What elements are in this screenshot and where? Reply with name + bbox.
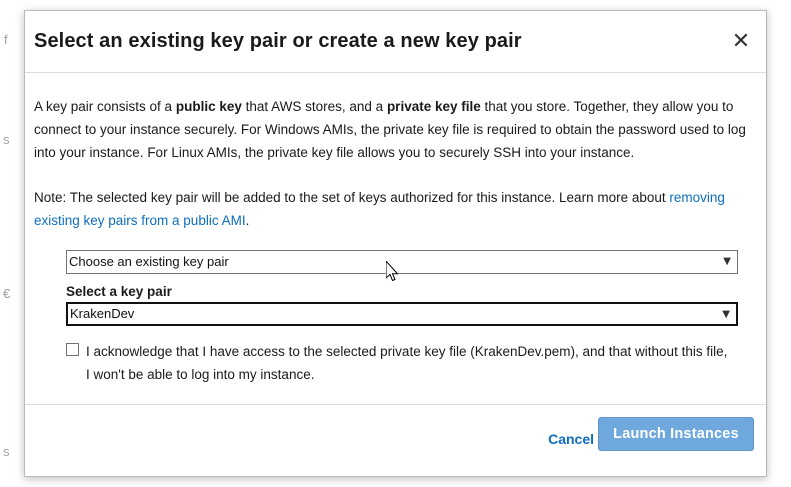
select-key-pair-label: Select a key pair <box>66 284 172 299</box>
dialog-body <box>25 95 766 386</box>
dialog-footer <box>25 404 766 476</box>
description-part-2: that AWS stores, and a <box>241 99 387 114</box>
key-pair-name-value: KrakenDev <box>70 306 135 321</box>
key-pair-dialog <box>24 10 767 477</box>
acknowledge-label: I acknowledge that I have access to the selected private key file (KrakenDev.pem), and that without this file, I won't be able to log into my instance. <box>86 344 728 382</box>
background-fragment: s <box>3 132 10 147</box>
key-pair-note <box>34 186 757 232</box>
key-pair-description <box>34 95 757 164</box>
close-icon[interactable]: ✕ <box>731 29 751 54</box>
dialog-title: Select an existing key pair or create a new key pair <box>34 30 522 52</box>
public-key-term: public key <box>175 99 242 114</box>
note-text: Note: The selected key pair will be added to the set of keys authorized for this instance. Learn more about <box>34 190 670 205</box>
acknowledge-checkbox[interactable] <box>66 343 79 356</box>
background-fragment: € <box>3 286 11 301</box>
chevron-down-icon: ▼ <box>722 309 730 320</box>
chevron-down-icon: ▼ <box>723 256 731 267</box>
background-fragment: s <box>3 444 10 459</box>
cancel-button[interactable]: Cancel <box>544 425 598 453</box>
description-part-1: A key pair consists of a <box>34 99 176 114</box>
acknowledge-row <box>66 340 757 386</box>
dialog-header <box>25 11 766 73</box>
key-pair-name-select[interactable] <box>66 302 738 326</box>
background-fragment: f <box>4 32 8 47</box>
background-left-strip <box>0 0 24 487</box>
description-part-3: that you store. Together, they allow you to connect to your instance securely. For Windows AMIs, the private key file is required to obtain the password used to log into your instance. For Linux AMIs, the private key file allows you to securely SSH into your instance. <box>34 99 746 160</box>
removing-key-pairs-link[interactable]: removing existing key pairs from a public AMI <box>34 190 725 228</box>
key-pair-form <box>34 250 757 386</box>
note-tail: . <box>245 213 250 228</box>
key-pair-action-select[interactable] <box>66 250 738 274</box>
key-pair-action-value: Choose an existing key pair <box>69 254 229 269</box>
private-key-file-term: private key file <box>386 99 481 114</box>
launch-instances-button[interactable]: Launch Instances <box>598 417 754 451</box>
